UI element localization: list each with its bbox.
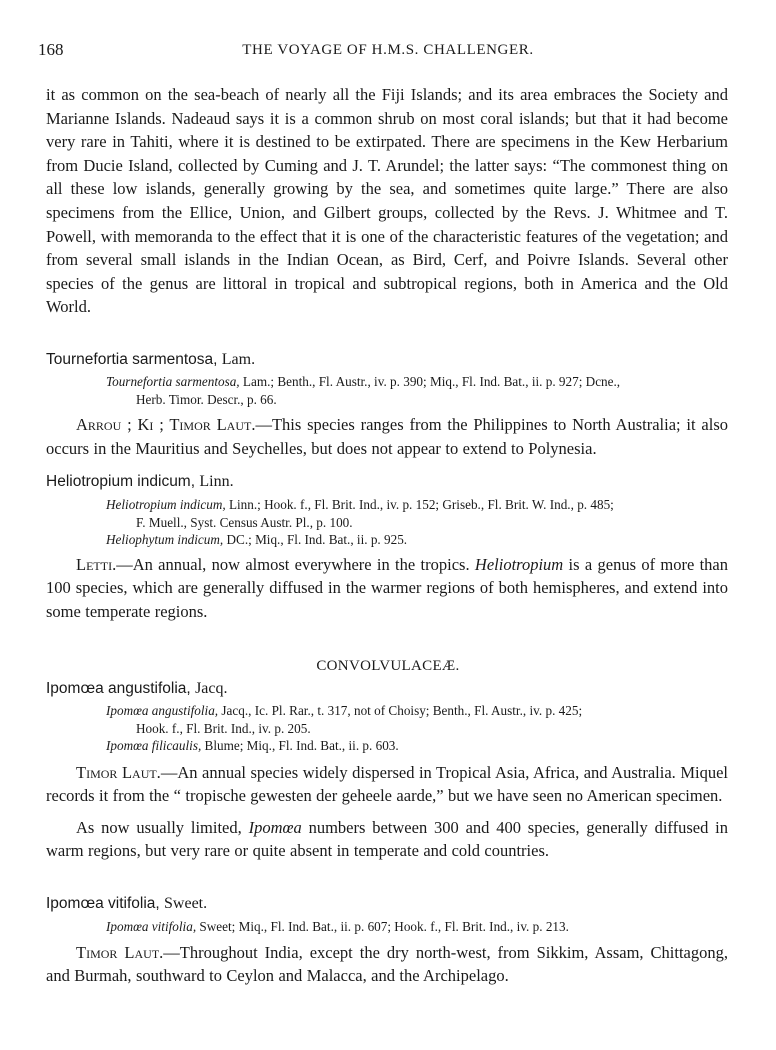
species-name: Ipomœa angustifolia, <box>46 680 191 697</box>
intro-paragraph: it as common on the sea-beach of nearly all the Fiji Islands; and its area embraces the Society and Marianne Islands. Nadeaud says it is a common shrub on most coral islands; but that it had become very rare in Tahiti, where it is destined to be extirpated. There are specimens in the Kew Herbarium from Ducie Island, collected by Cuming and J. T. Arundel; the latter says: “The commonest thing on all these low islands, generally growing by the sea, and sometimes quite large.” There are also specimens from the Ellice, Union, and Gilbert groups, collected by the Revs. J. Whitmee and T. Powell, with memoranda to the effect that it is one of the characteristic features of the vegetation; and from several small islands in the Indian Ocean, as Bird, Cerf, and Poivre Islands. Several other species of the genus are littoral in tropical and subtropical regions, both in America and the Old World. <box>46 85 728 317</box>
entry-description <box>46 761 728 808</box>
reference-name: Ipomœa filicaulis, <box>106 738 202 753</box>
species-heading <box>46 894 728 914</box>
reference-name: Ipomœa vitifolia, <box>106 919 197 934</box>
locality: Letti. <box>76 554 117 574</box>
reference-line <box>106 496 728 531</box>
family-heading: CONVOLVULACEÆ. <box>316 658 460 674</box>
reference-text: DC.; Miq., Fl. Ind. Bat., ii. p. 925. <box>226 532 408 547</box>
running-head <box>0 40 776 62</box>
entry-description <box>46 553 728 624</box>
reference-name: Tournefortia sarmentosa, <box>106 374 240 389</box>
entry-heliotropium <box>46 472 728 623</box>
entry-ipomoea-vitifolia <box>46 894 728 988</box>
species-heading <box>46 679 728 699</box>
genus-note-text: numbers between 300 and 400 species, generally diffused in warm regions, but very rare or quite absent in temperate and cold countries. <box>46 817 728 861</box>
reference-name: Heliotropium indicum, <box>106 497 226 512</box>
species-name: Ipomœa vitifolia, <box>46 895 160 912</box>
genus-note-text: As now usually limited, <box>76 817 242 837</box>
synonymy-references <box>46 918 728 936</box>
reference-line <box>106 737 728 755</box>
reference-text: Blume; Miq., Fl. Ind. Bat., ii. p. 603. <box>204 738 399 753</box>
reference-text: Sweet; Miq., Fl. Ind. Bat., ii. p. 607; Hook. f., Fl. Brit. Ind., iv. p. 213. <box>199 919 569 934</box>
description-text: —Throughout India, except the dry north-west, from Sikkim, Assam, Chittagong, and Burmah, southward to Ceylon and Malacca, and the Archipelago. <box>46 942 728 986</box>
locality: Timor Laut. <box>76 762 161 782</box>
species-author: Jacq. <box>195 680 228 697</box>
reference-line <box>106 918 728 936</box>
reference-name: Ipomœa angustifolia, <box>106 703 219 718</box>
species-author: Sweet. <box>164 895 208 912</box>
synonymy-references <box>46 702 728 755</box>
reference-text: Linn.; Hook. f., Fl. Brit. Ind., iv. p. 152; Griseb., Fl. Brit. W. Ind., p. 485; <box>228 497 614 512</box>
entry-ipomoea-angustifolia <box>46 679 728 863</box>
reference-text: Lam.; Benth., Fl. Austr., iv. p. 390; Miq., Fl. Ind. Bat., ii. p. 927; Dcne., <box>242 374 621 389</box>
reference-name: Heliophytum indicum, <box>106 532 224 547</box>
species-author: Lam. <box>221 351 256 368</box>
species-heading <box>46 350 728 370</box>
reference-line <box>106 373 728 408</box>
description-text: —An annual species widely dispersed in Tropical Asia, Africa, and Australia. Miquel records it from the “ tropische gewesten der geheele aarde,” but we have seen no American specimen. <box>46 762 728 806</box>
species-heading <box>46 472 728 492</box>
reference-text: Jacq., Ic. Pl. Rar., t. 317, not of Choisy; Benth., Fl. Austr., iv. p. 425; <box>221 703 583 718</box>
description-text: —This species ranges from the Philippines to North Australia; it also occurs in the Mauritius and Seychelles, but does not appear to extend to Polynesia. <box>46 415 729 458</box>
reference-line <box>106 702 728 737</box>
reference-continuation: F. Muell., Syst. Census Austr. Pl., p. 100. <box>136 514 353 530</box>
running-title: THE VOYAGE OF H.M.S. CHALLENGER. <box>242 42 534 58</box>
entry-tournefortia <box>46 350 728 460</box>
locality: Arrou ; Ki ; Timor Laut. <box>76 415 256 434</box>
intro-section <box>46 83 728 319</box>
species-name: Tournefortia sarmentosa, <box>46 351 218 368</box>
description-text: is a genus of more than 100 species, which are generally diffused in the warmer regions of both hemispheres, and extend into some temperate regions. <box>46 554 728 621</box>
genus-note <box>46 816 728 863</box>
species-author: Linn. <box>199 473 234 490</box>
description-text: —An annual, now almost everywhere in the tropics. <box>116 554 470 574</box>
synonymy-references <box>46 373 728 408</box>
reference-continuation: Herb. Timor. Descr., p. 66. <box>136 391 277 407</box>
genus-name: Ipomœa <box>248 817 302 837</box>
reference-continuation: Hook. f., Fl. Brit. Ind., iv. p. 205. <box>136 720 311 736</box>
genus-name: Heliotropium <box>474 554 564 574</box>
species-name: Heliotropium indicum, <box>46 473 196 490</box>
page-number: 168 <box>38 40 64 59</box>
synonymy-references <box>46 496 728 549</box>
entry-description <box>46 941 728 988</box>
locality: Timor Laut. <box>76 942 164 962</box>
entry-description <box>46 413 728 460</box>
reference-line <box>106 531 728 549</box>
